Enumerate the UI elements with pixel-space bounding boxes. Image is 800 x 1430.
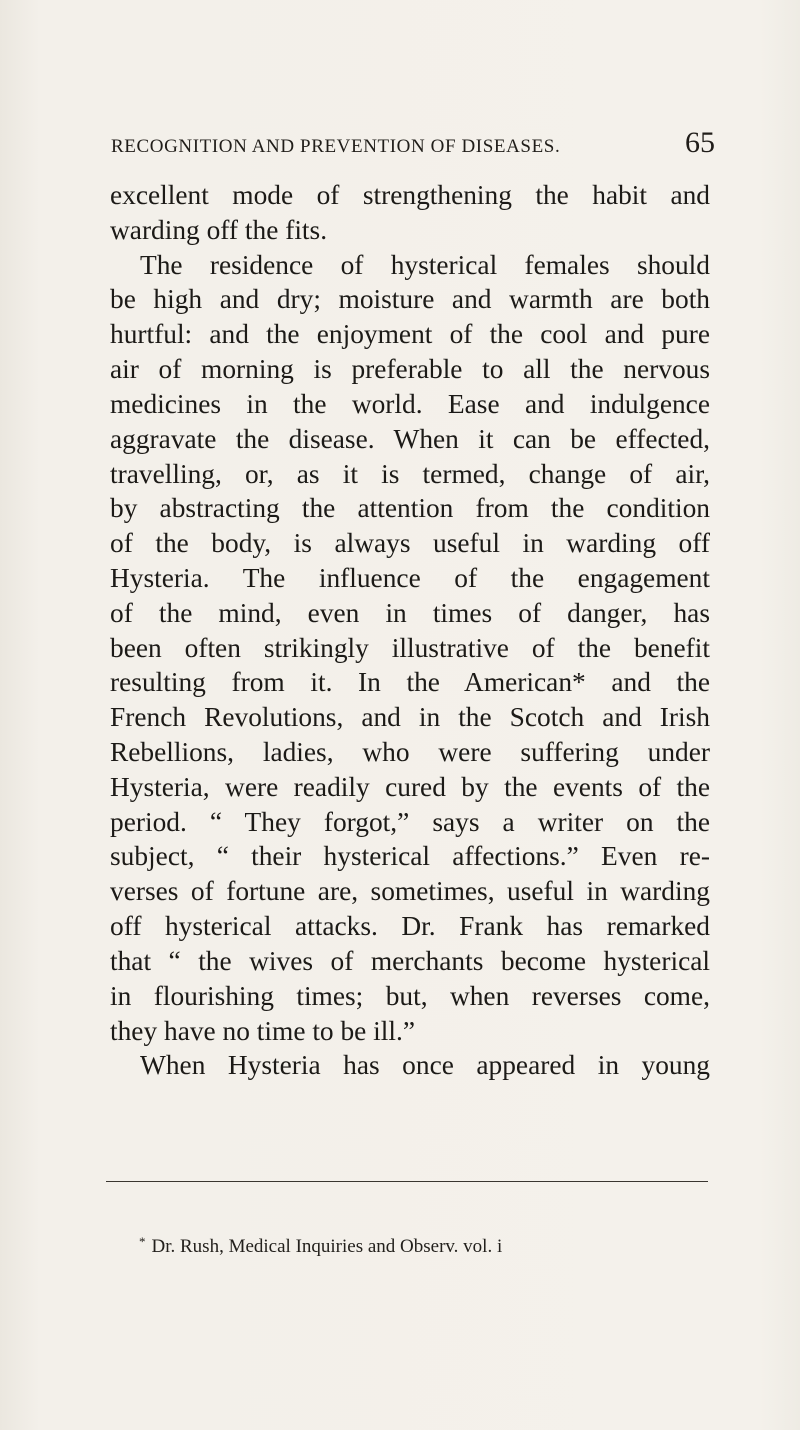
- footnote: [139, 1234, 502, 1258]
- text-line: been often strikingly illustrative of the benefit: [110, 632, 710, 663]
- text-line: by abstracting the attention from the condition: [110, 493, 710, 524]
- text-line: Hysteria. The influence of the engagement: [110, 562, 710, 593]
- running-head-title: RECOGNITION AND PREVENTION OF DISEASES.: [111, 136, 561, 157]
- text-line: verses of fortune are, sometimes, useful in warding: [110, 876, 710, 907]
- text-line: period. “ They forgot,” says a writer on the: [110, 806, 710, 837]
- page-number: 65: [685, 126, 715, 159]
- text-line: off hysterical attacks. Dr. Frank has remarked: [110, 911, 710, 942]
- footnote-divider: [106, 1181, 708, 1182]
- text-line: of the body, is always useful in warding off: [110, 528, 710, 559]
- text-line: Hysteria, were readily cured by the events of the: [110, 771, 710, 802]
- text-line: of the mind, even in times of danger, has: [110, 597, 710, 628]
- text-line: subject, “ their hysterical affections.” Even re-: [110, 841, 710, 872]
- text-line: travelling, or, as it is termed, change of air,: [110, 458, 710, 489]
- paragraph-start-line: The residence of hysterical females should: [140, 249, 710, 280]
- text-line: Rebellions, ladies, who were suffering under: [110, 737, 710, 767]
- text-line: hurtful: and the enjoyment of the cool and pure: [110, 319, 710, 350]
- body-text: [110, 178, 710, 1083]
- text-line: French Revolutions, and in the Scotch and Irish: [110, 702, 710, 733]
- text-line: be high and dry; moisture and warmth are both: [110, 284, 710, 315]
- running-head: [111, 126, 715, 164]
- text-line: excellent mode of strengthening the habit and: [110, 180, 710, 210]
- text-line: aggravate the disease. When it can be effected,: [110, 423, 710, 454]
- text-line: medicines in the world. Ease and indulgence: [110, 388, 710, 419]
- paragraph-start-line: When Hysteria has once appeared in young: [140, 1050, 710, 1081]
- text-line: warding off the fits.: [110, 214, 328, 245]
- text-line: air of morning is preferable to all the nervous: [110, 354, 710, 385]
- text-line: that “ the wives of merchants become hysterical: [110, 945, 710, 976]
- text-line: resulting from it. In the American* and the: [110, 667, 710, 698]
- text-line: they have no time to be ill.”: [110, 1015, 416, 1046]
- footnote-text: Dr. Rush, Medical Inquiries and Observ. vol. i: [151, 1236, 503, 1257]
- text-line: in flourishing times; but, when reverses come,: [110, 980, 710, 1011]
- footnote-mark: *: [139, 1234, 146, 1249]
